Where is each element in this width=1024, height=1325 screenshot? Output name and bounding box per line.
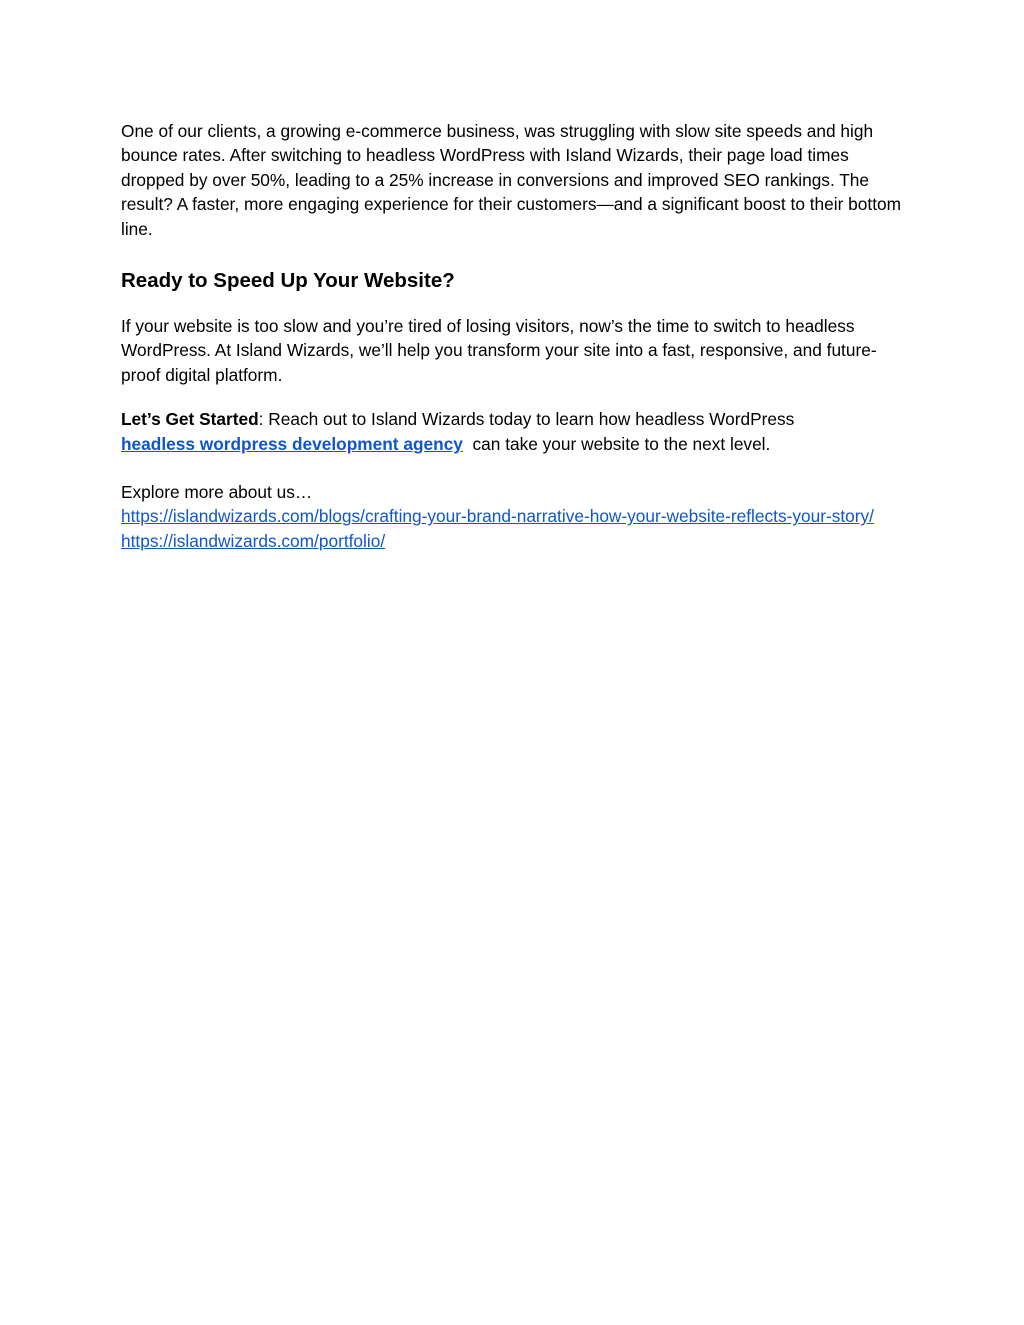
cta-paragraph: If your website is too slow and you’re tired of losing visitors, now’s the time to switch to headless WordPress. At Island Wizards, we’ll help you transform your site into a fast, responsive, and future-proof digital platform. [121, 316, 877, 385]
section-heading: Ready to Speed Up Your Website? [121, 269, 455, 293]
get-started-paragraph [121, 407, 911, 456]
get-started-text-after: can take your website to the next level. [467, 433, 771, 454]
blog-post-link[interactable]: https://islandwizards.com/blogs/crafting-your-brand-narrative-how-your-website-reflects-your-story/ [121, 506, 874, 527]
intro-paragraph: One of our clients, a growing e-commerce business, was struggling with slow site speeds and high bounce rates. After switching to headless WordPress with Island Wizards, their page load times dropped by over 50%, leading to a 25% increase in conversions and improved SEO rankings. The result? A faster, more engaging experience for their customers—and a significant boost to their bottom line. [121, 121, 902, 239]
agency-link[interactable]: headless wordpress development agency [121, 433, 463, 454]
explore-label: Explore more about us… [121, 482, 313, 503]
portfolio-link[interactable]: https://islandwizards.com/portfolio/ [121, 530, 386, 551]
document-body [121, 119, 911, 553]
get-started-label: Let’s Get Started [121, 409, 259, 430]
explore-section [121, 480, 911, 553]
get-started-text: : Reach out to Island Wizards today to learn how headless WordPress [258, 409, 795, 430]
